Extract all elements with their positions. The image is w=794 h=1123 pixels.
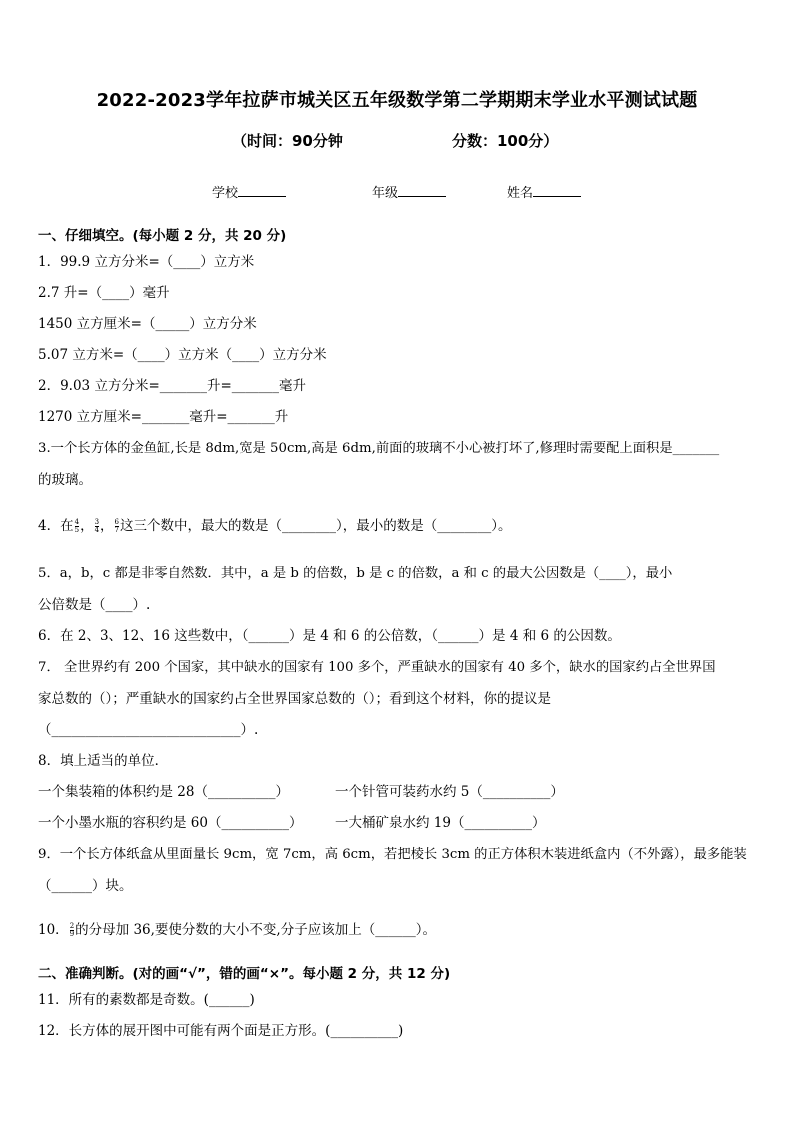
question-5a: 5．a，b，c 都是非零自然数．其中，a 是 b 的倍数，b 是 c 的倍数，a 和 c 的最大公因数是（____），最小 (38, 566, 673, 581)
grade-field[interactable] (372, 182, 446, 201)
exam-time: （时间：90分钟 (232, 132, 343, 150)
question-8a: 一个集装箱的体积约是 28（__________） (38, 784, 289, 800)
section-2-heading: 二、准确判断。(对的画“√”，错的画“×”。每小题 2 分，共 12 分) (38, 966, 451, 982)
question-4: 4．在 $\frac{4}{5}$ ， $\frac{3}{4}$ ， $\frac{6}{7}$ 这三个数中，最大的数是（________），最小的数是（________）。 (38, 518, 512, 534)
name-blank[interactable] (533, 184, 581, 197)
question-7a: 7． 全世界约有 200 个国家，其中缺水的国家有 100 多个，严重缺水的国家有 40 多个，缺水的国家约占全世界国 (38, 660, 716, 675)
question-2b: 1270 立方厘米=_______毫升=_______升 (38, 409, 289, 425)
section-1-heading: 一、仔细填空。(每小题 2 分，共 20 分) (38, 228, 287, 244)
q10-prefix: 10． (38, 922, 69, 938)
fraction-q10: $\frac{2}{9}$ (69, 922, 75, 938)
question-12: 12．长方体的展开图中可能有两个面是正方形。(__________) (38, 1023, 404, 1039)
fraction-2: $\frac{3}{4}$ (94, 518, 100, 534)
question-6: 6．在 2、3、12、16 这些数中，（______）是 4 和 6 的公倍数，（______）是 4 和 6 的公因数。 (38, 628, 621, 644)
fraction-1: $\frac{4}{5}$ (74, 518, 80, 534)
question-3b: 的玻璃。 (38, 472, 92, 488)
question-1d: 5.07 立方米=（____）立方米（____）立方分米 (38, 347, 327, 363)
question-8b: 一个针管可装药水约 5（__________） (335, 784, 564, 800)
school-label: 学校 (212, 186, 239, 201)
page-title: 2022-2023学年拉萨市城关区五年级数学第二学期期末学业水平测试试题 (96, 90, 698, 111)
q4-prefix: 4．在 (38, 518, 74, 534)
question-8c: 一个小墨水瓶的容积约是 60（__________） (38, 815, 303, 831)
question-11: 11．所有的素数都是奇数。(______) (38, 992, 255, 1008)
q4-suffix: 这三个数中，最大的数是（________），最小的数是（________）。 (120, 518, 512, 534)
question-8-heading: 8．填上适当的单位． (38, 753, 169, 769)
question-3a: 3.一个长方体的金鱼缸,长是 8dm,宽是 50cm,高是 6dm,前面的玻璃不小心被打坏了,修理时需要配上面积是_______ (38, 441, 720, 456)
question-10 (38, 918, 436, 938)
question-2a: 2．9.03 立方分米=_______升=_______毫升 (38, 378, 307, 394)
fraction-3: $\frac{6}{7}$ (114, 518, 119, 534)
question-7c: （____________________________）. (38, 722, 259, 738)
question-8d: 一大桶矿泉水约 19（__________） (335, 815, 546, 831)
question-9a: 9．一个长方体纸盒从里面量长 9cm，宽 7cm，高 6cm，若把棱长 3cm 的正方体积木装进纸盒内（不外露），最多能装 (38, 847, 747, 862)
grade-blank[interactable] (398, 184, 446, 197)
question-7b: 家总数的（）；严重缺水的国家约占全世界国家总数的（）；看到这个材料，你的提议是 (38, 691, 551, 707)
question-1b: 2.7 升=（____）毫升 (38, 285, 170, 301)
grade-label: 年级 (372, 186, 399, 201)
exam-score: 分数：100分） (452, 132, 559, 150)
q10-suffix: 的分母加 36,要使分数的大小不变,分子应该加上（______）。 (75, 922, 436, 938)
school-blank[interactable] (238, 184, 286, 197)
name-label: 姓名 (507, 186, 534, 201)
name-field[interactable] (507, 182, 581, 201)
question-5b: 公倍数是（____）. (38, 597, 151, 613)
question-1a: 1．99.9 立方分米=（____）立方米 (38, 254, 255, 270)
question-1c: 1450 立方厘米=（_____）立方分米 (38, 316, 257, 332)
school-field[interactable] (212, 182, 286, 201)
question-9b: （______）块。 (38, 878, 133, 894)
